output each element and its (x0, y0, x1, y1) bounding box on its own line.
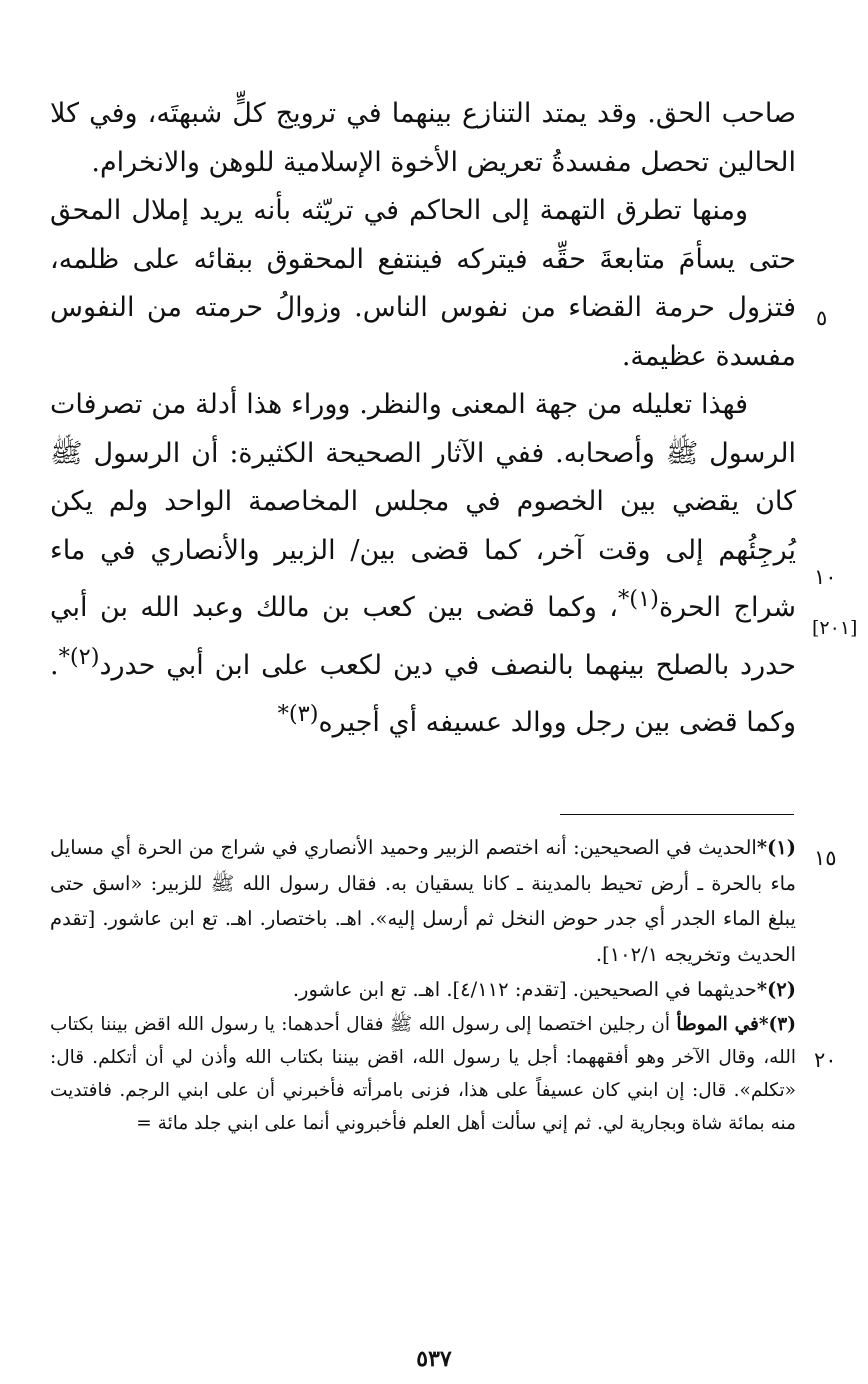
footnote-2-mark: (٢)* (756, 978, 796, 1001)
folio-marker: [٢٠١] (812, 617, 858, 639)
paragraph-2: ومنها تطرق التهمة إلى الحاكم في تريّثه بأنه يريد إملال المحق حتى يسأمَ متابعةَ حقِّه فيتركه فينتفع المحقوق ببقائه على ظلمه، فتزول حرمة القضاء من نفوس الناس. وزوالُ حرمته من النفوس مفسدة عظيمة. (50, 195, 796, 372)
line-number-10: ١٠ (814, 565, 837, 589)
footnotes (50, 830, 796, 1140)
footnote-1-text: الحديث في الصحيحين: أنه اختصم الزبير وحميد الأنصاري في شراج من الحرة أي مسايل ماء بالحرة ـ أرض تحيط بالمدينة ـ كانا يسقيان به. فقال رسول الله ﷺ للزبير: «اسق حتى يبلغ الماء الجدر أي جدر حوض النخل ثم أرسل إليه». اهـ. باختصار. اهـ. تع ابن عاشور. [تقدم الحديث وتخريجه ١٠٢/١]. (50, 836, 796, 966)
footnote-3-mark: (٣)* (758, 1013, 796, 1035)
line-number-20: ٢٠ (814, 1048, 837, 1072)
footnote-1-mark: (١)* (756, 836, 796, 859)
footnote-ref-2: (٢)* (58, 643, 100, 670)
footnote-3 (50, 1008, 796, 1140)
paragraph-3-part-b: ، وكما قضى بين كعب بن مالك وعبد الله بن أبي حدرد بالصلح بينهما بالنصف في دين لكعب على ابن أبي حدرد (50, 592, 796, 681)
paragraph-3-part-a: فهذا تعليله من جهة المعنى والنظر. ووراء هذا أدلة من تصرفات الرسول ﷺ وأصحابه. ففي الآثار الصحيحة الكثيرة: أن الرسول ﷺ كان يقضي بين الخصوم في مجلس المخاصمة الواحد ولم يكن يُرجِئُهم إلى وقت آخر، كما قضى بين/ الزبير والأنصاري في ماء شراج الحرة (50, 389, 797, 623)
footnote-ref-1: (١)* (618, 586, 659, 612)
paragraph-3-part-c: . وكما قضى بين رجل ووالد عسيفه أي أجيره (50, 649, 796, 738)
paragraph-1: صاحب الحق. وقد يمتد التنازع بينهما في ترويج كلٍّ شبهتَه، وفي كلا الحالين تحصل مفسدةُ تعريض الأخوة الإسلامية للوهن والانخرام. (50, 98, 796, 178)
line-number-5: ٥ (816, 306, 828, 330)
footnote-1 (50, 830, 796, 972)
footnote-3-text: أن رجلين اختصما إلى رسول الله ﷺ فقال أحدهما: يا رسول الله اقض بيننا بكتاب الله، وقال الآخر وهو أفقههما: أجل يا رسول الله، اقض بيننا بكتاب الله وأذن لي أن أتكلم. قال: «تكلم». قال: إن ابني كان عسيفاً على هذا، فزنى بامرأته فأخبرني أن على ابني الرجم. فافتديت منه بمائة شاة وبجارية لي. ثم إني سألت أهل العلم فأخبروني أنما على ابني جلد مائة (50, 1013, 796, 1134)
footnote-3-source: في الموطأ (676, 1013, 759, 1035)
footnote-2 (50, 972, 796, 1008)
footnote-ref-3: (٣)* (277, 701, 319, 727)
footnote-separator (560, 814, 794, 815)
paragraph-3 (50, 381, 796, 748)
main-text-body (50, 90, 796, 748)
line-number-15: ١٥ (814, 846, 837, 870)
page-number: ٥٣٧ (416, 1346, 452, 1372)
footnote-3-continuation-mark: = (136, 1112, 152, 1134)
footnote-2-text: حديثهما في الصحيحين. [تقدم: ٤/١١٢]. اهـ. تع ابن عاشور. (292, 978, 757, 1001)
